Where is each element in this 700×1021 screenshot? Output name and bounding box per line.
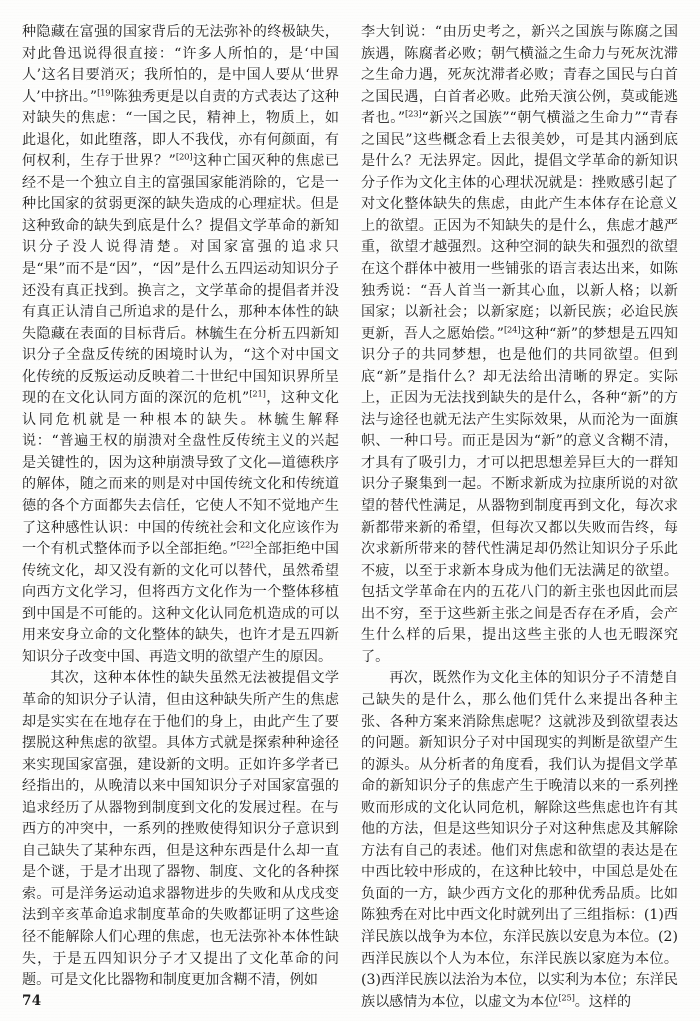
citation-superscript: [23] bbox=[405, 108, 422, 119]
right-column bbox=[361, 22, 678, 1013]
paragraph-text: “新兴之国族”“朝气横溢之生命力”“青春之国民”这些概念看上去很美妙，可是其内涵到底是什么？无法界定。因此，提倡文学革命的新知识分子作为文化主体的心理状况就是：挫败感引起了对文化整体缺失的焦虑，由此产生本体存在论意义上的欲望。正因为不知缺失的是什么，焦虑才越严重，欲望才越强烈。这种空洞的缺失和强烈的欲望在这个群体中被用一些铺张的语言表达出来，如陈独秀说：“吾人首当一新其心血，以新人格；以新国家；以新社会；以新家庭；以新民族；必迨民族更新，吾人之愿始偿。” bbox=[361, 110, 678, 342]
paragraph-text: 李大钊说：“由历史考之，新兴之国族与陈腐之国族遇，陈腐者必败；朝气横溢之生命力与死灰沈滞之生命力遇，死灰沈滞者必败；青春之国民与白首之国民遇，白首者必败。此殆天演公例，莫或能逃者也。” bbox=[361, 24, 678, 127]
body-paragraph bbox=[361, 668, 678, 1013]
citation-superscript: [24] bbox=[503, 323, 521, 334]
paragraph-text: ，这种文化认同危机就是一种根本的缺失。林毓生解释说：“普遍王权的崩溃对全盘性反传统主义的兴起是关键性的，因为这种崩溃导致了文化—道德秩序的解体，随之而来的则是对中国传统文化和传统道德的各个方面都失去信任，它使人不知不觉地产生了这种感性认识：中国的传统社会和文化应该作为一个有机式整体而予以全部拒绝。” bbox=[22, 390, 339, 558]
citation-superscript: [21] bbox=[249, 388, 266, 399]
body-paragraph bbox=[361, 22, 678, 668]
citation-superscript: [19] bbox=[97, 86, 114, 97]
two-column-layout bbox=[22, 22, 678, 1013]
page-number: 74 bbox=[22, 993, 42, 1009]
paragraph-text: 再次，既然作为文化主体的知识分子不清楚自己缺失的是什么，那么他们凭什么来提出各种主张、各种方案来消除焦虑呢？这就涉及到欲望表达的问题。新知识分子对中国现实的判断是欲望产生的源头。从分析者的角度看，我们认为提倡文学革命的新知识分子的焦虑产生于晚清以来的一系列挫败而形成的文化认同危机，解除这些焦虑也许有其他的方法，但是这些知识分子对这种焦虑及其解除方法有自己的表述。他们对焦虑和欲望的表达是在中西比较中形成的，在这种比较中，中国总是处在负面的一方，缺少西方文化的那种优秀品质。比如陈独秀在对比中西文化时就列出了三组指标：(1)西洋民族以战争为本位，东洋民族以安息为本位。(2)西洋民族以个人为本位，东洋民族以家庭为本位。(3)西洋民族以法治为本位，以实利为本位；东洋民族以感情为本位，以虚文为本位 bbox=[361, 670, 678, 1010]
paragraph-text: 。这样的 bbox=[574, 993, 632, 1010]
paragraph-text: 全部拒绝中国传统文化，却又没有新的文化可以替代，虽然希望向西方文化学习，但将西方文化作为一个整体移植到中国是不可能的。这种文化认同危机造成的可以用来安身立命的文化整体的缺失，也许才是五四新知识分子改变中国、再造文明的欲望产生的原因。 bbox=[22, 541, 340, 665]
body-paragraph bbox=[22, 668, 339, 991]
citation-superscript: [22] bbox=[236, 539, 254, 550]
citation-superscript: [20] bbox=[175, 151, 193, 162]
body-paragraph bbox=[22, 22, 339, 668]
left-column bbox=[22, 22, 339, 992]
paragraph-text: 陈独秀更是以自责的方式表达了这种对缺失的焦虑：“一国之民，精神上，物质上，如此退化，如此堕落，即人不我伐，亦有何颜面，有何权利，生存于世界？” bbox=[22, 88, 340, 170]
paragraph-text: 其次，这种本体性的缺失虽然无法被提倡文学革命的知识分子认清，但由这种缺失所产生的焦虑却是实实在在地存在于他们的身上，由此产生了要摆脱这种焦虑的欲望。具体方式就是探索种种途径来实现国家富强，建设新的文明。正如许多学者已经指出的，从晚清以来中国知识分子对国家富强的追求经历了从器物到制度到文化的发展过程。在与西方的冲突中，一系列的挫败使得知识分子意识到自己缺失了某种东西，但是这种东西是什么却一直是个谜，于是才出现了器物、制度、文化的各种探索。可是洋务运动追求器物进步的失败和从戊戌变法到辛亥革命追求制度革命的失败都证明了这些途径不能解除人们心理的焦虑，也无法弥补本体性缺失，于是五四知识分子才又提出了文化革命的问题。可是文化比器物和制度更加含糊不清，例如 bbox=[22, 670, 339, 989]
paragraph-text: 这种“新”的梦想是五四知识分子的共同梦想，也是他们的共同欲望。但到底“新”是指什么？却无法给出清晰的界定。实际上，正因为无法找到缺失的是什么，各种“新”的方法与途径也就无法产生实际效果，从而沦为一面旗帜、一种口号。而正是因为“新”的意义含糊不清，才具有了吸引力，才可以把思想差异巨大的一群知识分子聚集到一起。不断求新成为拉康所说的对欲望的替代性满足，从器物到制度再到文化，每次求新都带来新的希望，但每次又都以失败而告终，每次求新所带来的替代性满足却仍然让知识分子乐此不疲，以至于求新本身成为他们无法满足的欲望。包括文学革命在内的五花八门的新主张也因此而层出不穷，至于这些新主张之间是否存在矛盾，会产生什么样的后果，提出这些主张的人也无暇深究了。 bbox=[361, 325, 678, 665]
citation-superscript: [25] bbox=[558, 991, 575, 1002]
paragraph-text: 种隐藏在富强的国家背后的无法弥补的终极缺失，对此鲁迅说得很直接：“许多人所怕的，是‘中国人’这名目要消灭；我所怕的，是中国人要从‘世界人’中挤出。” bbox=[22, 24, 339, 105]
paragraph-text: 这种亡国灭种的焦虑已经不是一个独立自主的富强国家能消除的，它是一种比国家的贫弱更深的缺失造成的心理症状。但是这种致命的缺失到底是什么？提倡文学革命的新知识分子没人说得清楚。对国家富强的追求只是“果”而不是“因”，“因”是什么五四运动知识分子还没有真正找到。换言之，文学革命的提倡者并没有真正认清自己所追求的是什么，那种本体性的缺失隐藏在表面的目标背后。林毓生在分析五四新知识分子全盘反传统的困境时认为，“这个对中国文化传统的反叛运动反映着二十世纪中国知识界所呈现的在文化认同方面的深沉的危机” bbox=[22, 153, 339, 407]
